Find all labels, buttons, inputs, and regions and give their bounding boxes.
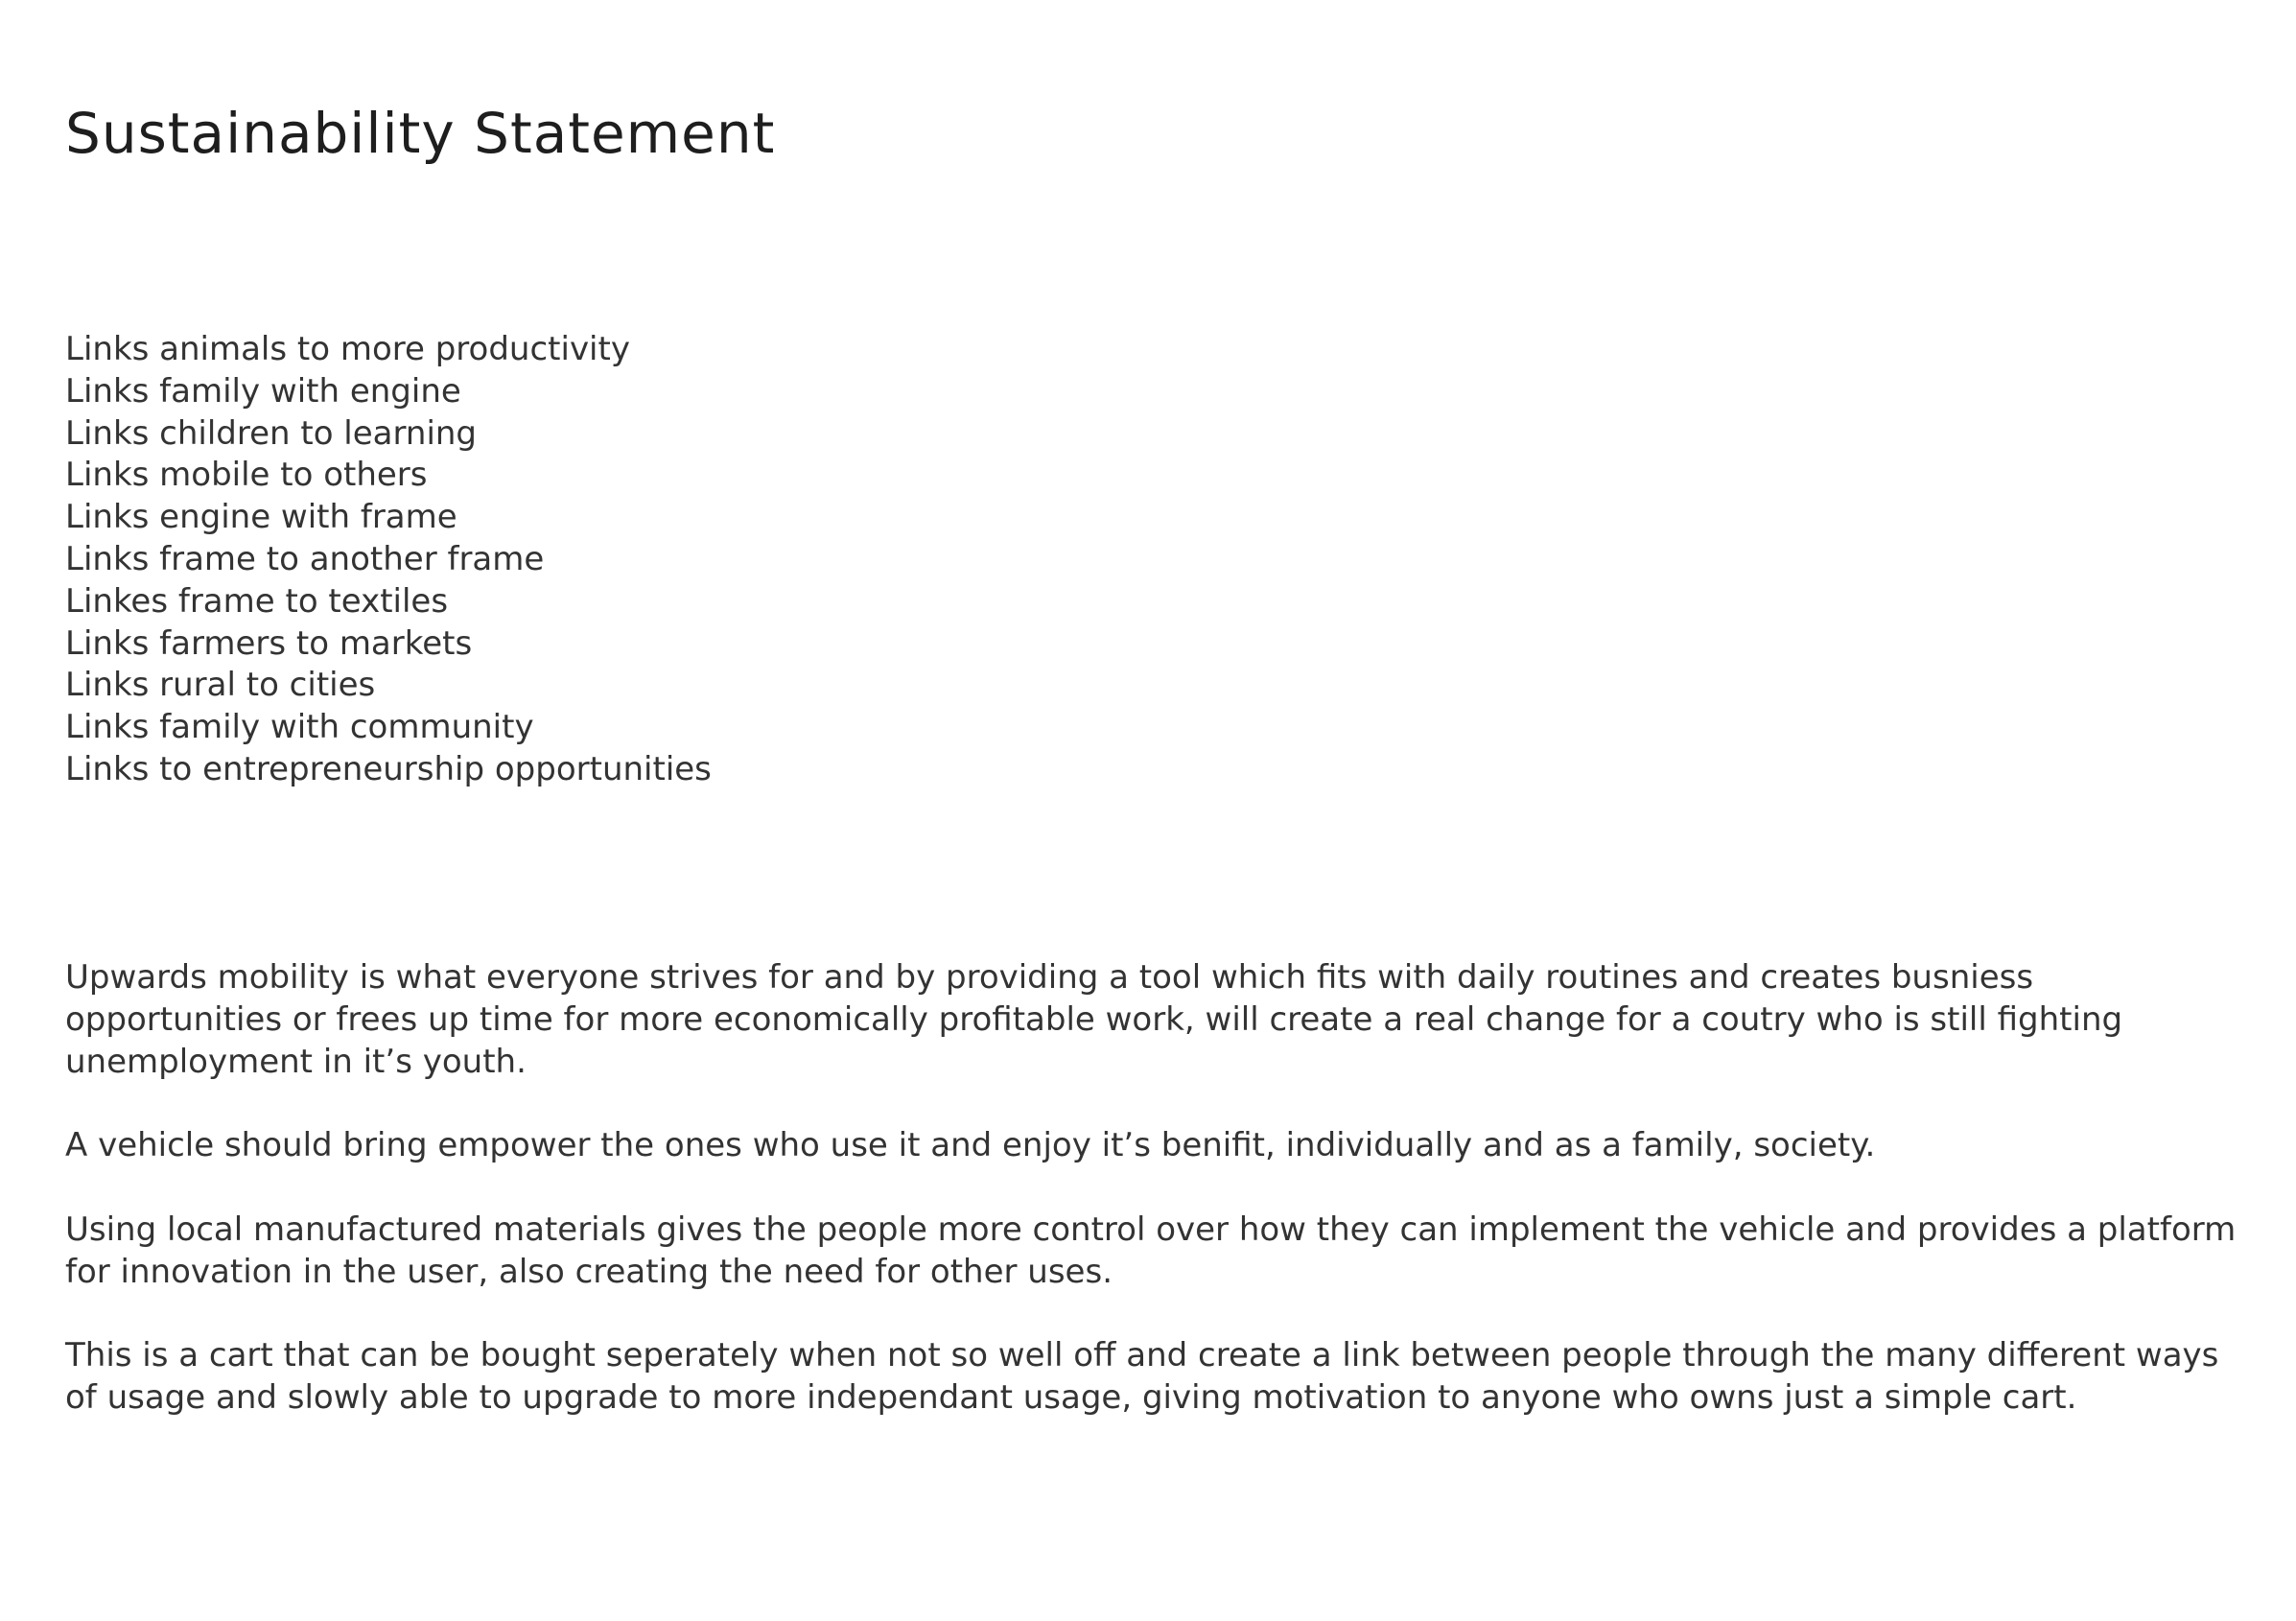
list-item: Linkes frame to textiles — [65, 581, 449, 621]
list-item: Links children to learning — [65, 413, 478, 453]
list-item: Links engine with frame — [65, 498, 457, 537]
paragraph: This is a cart that can be bought seperately when not so well off and create a link between people through the many different ways of usage and slowly able to upgrade to more independant usage, giving motivation to anyone who owns just a simple cart. — [65, 1336, 2219, 1417]
list-item: Links animals to more productivity — [65, 330, 630, 368]
list-item: Links farmers to markets — [65, 623, 473, 663]
list-item: Links rural to cities — [65, 666, 376, 705]
list-item: Links family with engine — [65, 371, 461, 411]
list-item: Links family with community — [65, 708, 534, 747]
paragraph: A vehicle should bring empower the ones who use it and enjoy it’s benifit, individually and as a family, society. — [65, 1126, 1876, 1165]
list-item: Links frame to another frame — [65, 539, 545, 578]
paragraph: Using local manufactured materials gives the people more control over how they can implement the vehicle and provides a platform for innovation in the user, also creating the need for other uses. — [65, 1210, 2237, 1291]
list-item: Links to entrepreneurship opportunities — [65, 749, 712, 788]
paragraph: Upwards mobility is what everyone strives for and by providing a tool which fits with daily routines and creates busniess opportunities or frees up time for more economically profitable work, will create a real change for a coutry who is still fighting unemployment in it’s youth. — [65, 958, 2123, 1081]
statement-body — [65, 957, 2252, 1462]
links-list — [65, 329, 712, 791]
list-item: Links mobile to others — [65, 456, 428, 495]
page-title: Sustainability Statement — [65, 101, 776, 166]
